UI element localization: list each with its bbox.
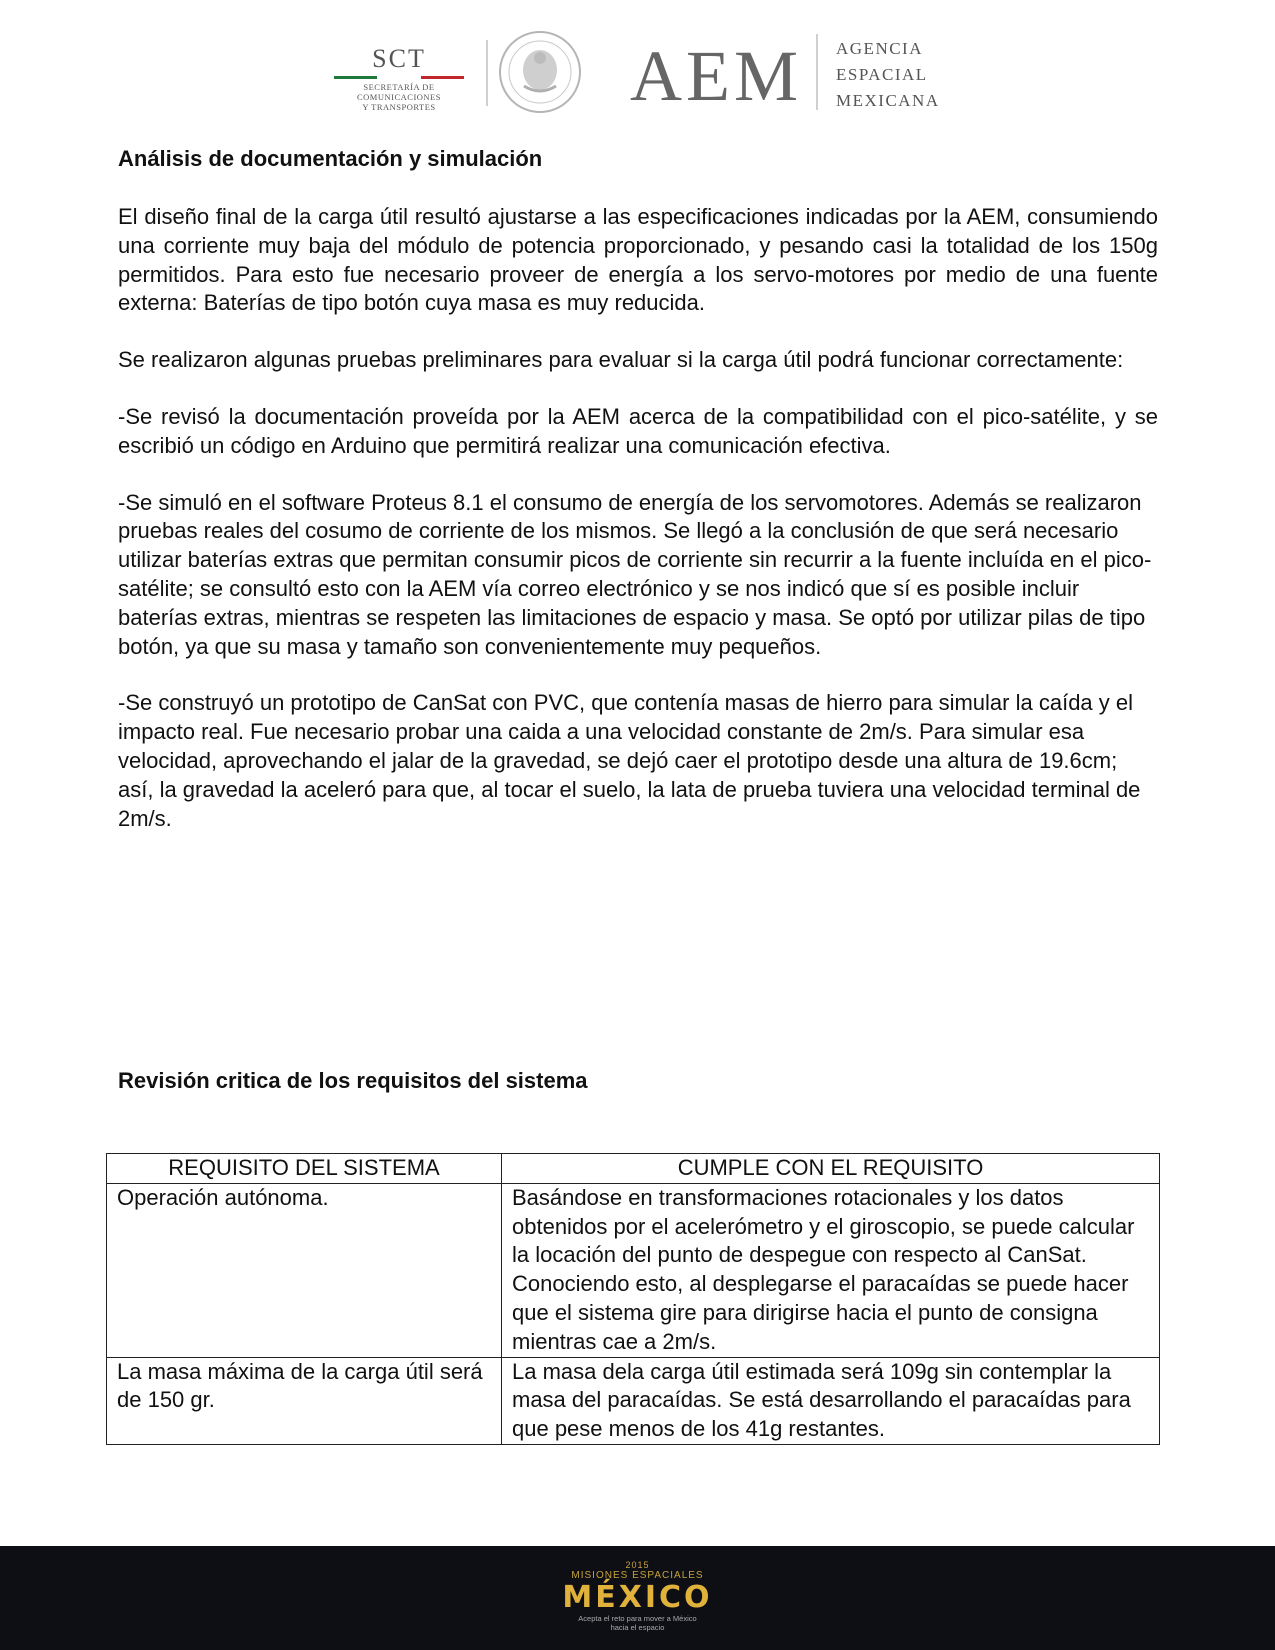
- sct-logo: [334, 46, 464, 112]
- aem-name-line-3: MEXICANA: [836, 91, 940, 110]
- table-header-requirement: REQUISITO DEL SISTEMA: [107, 1154, 502, 1184]
- table-cell-requirement: La masa máxima de la carga útil será de 150 gr.: [107, 1357, 502, 1444]
- sct-subtitle-3: Y TRANSPORTES: [362, 102, 436, 112]
- footer-line-1: MISIONES ESPACIALES: [571, 1570, 704, 1581]
- paragraph-2: Se realizaron algunas pruebas preliminares para evaluar si la carga útil podrá funcionar correctamente:: [118, 347, 1124, 373]
- page-header: [0, 28, 1275, 118]
- aem-logo: AEM: [630, 36, 802, 116]
- sct-logo-stripe: [334, 76, 464, 79]
- table-cell-compliance: La masa dela carga útil estimada será 109g sin contemplar la masa del paracaídas. Se está desarrollando el paracaídas para que pese menos de los 41g restantes.: [502, 1357, 1160, 1444]
- paragraph-1: El diseño final de la carga útil resultó ajustarse a las especificaciones indicadas por la AEM, consumiendo una corriente muy baja del módulo de potencia proporcionado, y pesando casi la totalidad de los 150g permitidos. Para esto fue necesario proveer de energía a los servo-motores por medio de una fuente externa: Baterías de tipo botón cuya masa es muy reducida.: [118, 204, 1158, 316]
- table-cell-requirement: Operación autónoma.: [107, 1183, 502, 1357]
- aem-divider: [816, 34, 818, 110]
- sct-logo-title: SCT: [372, 44, 426, 73]
- header-divider: [486, 40, 488, 106]
- table-row: [107, 1183, 1160, 1357]
- footer-tagline-1: Acepta el reto para mover a México: [578, 1614, 697, 1623]
- mexican-seal-icon: [498, 30, 582, 114]
- footer-line-2: MÉXICO: [562, 1580, 713, 1615]
- sct-subtitle-1: SECRETARÍA DE: [363, 82, 435, 92]
- main-content: [118, 145, 1158, 833]
- footer-tagline-2: hacia el espacio: [610, 1623, 665, 1632]
- aem-name-line-1: AGENCIA: [836, 39, 923, 58]
- paragraph-5: -Se construyó un prototipo de CanSat con PVC, que contenía masas de hierro para simular la caída y el impacto real. Fue necesario probar una caida a una velocidad constante de 2m/s. Para simular esa velocidad, aprovechando el jalar de la gravedad, se dejó caer el prototipo desde una altura de 19.6cm; así, la gravedad la aceleró para que, al tocar el suelo, la lata de prueba tuviera una velocidad terminal de 2m/s.: [118, 690, 1141, 831]
- table-header-row: [107, 1154, 1160, 1184]
- section-title-analysis: Análisis de documentación y simulación: [118, 146, 543, 171]
- table-cell-compliance: Basándose en transformaciones rotacionales y los datos obtenidos por el acelerómetro y el giroscopio, se puede calcular la locación del punto de despegue con respecto al CanSat. Conociendo esto, al desplegarse el paracaídas se puede hacer que el sistema gire para dirigirse hacia el punto de consigna mientras cae a 2m/s.: [502, 1183, 1160, 1357]
- aem-name: [836, 36, 940, 114]
- requirements-table: [106, 1153, 1160, 1445]
- section-title-requirements: Revisión critica de los requisitos del sistema: [118, 1068, 588, 1093]
- sct-subtitle-2: COMUNICACIONES: [357, 92, 441, 102]
- paragraph-4: -Se simuló en el software Proteus 8.1 el consumo de energía de los servomotores. Además se realizaron pruebas reales del cosumo de corriente de los mismos. Se llegó a la conclusión de que será necesario utilizar baterías extras que permitan consumir picos de corriente sin recurrir a la fuente incluída en el pico-satélite; se consultó esto con la AEM vía correo electrónico y se nos indicó que sí es posible incluir baterías extras, mientras se respeten las limitaciones de espacio y masa. Se optó por utilizar pilas de tipo botón, ya que su masa y tamaño son convenientemente muy pequeños.: [118, 489, 1152, 659]
- aem-name-line-2: ESPACIAL: [836, 65, 928, 84]
- page-footer: [0, 1546, 1275, 1650]
- table-row: [107, 1357, 1160, 1444]
- paragraph-3: -Se revisó la documentación proveída por la AEM acerca de la compatibilidad con el pico-satélite, y se escribió un código en Arduino que permitirá realizar una comunicación efectiva.: [118, 403, 1158, 458]
- table-header-compliance: CUMPLE CON EL REQUISITO: [502, 1154, 1160, 1184]
- misiones-espaciales-logo: [550, 1560, 725, 1632]
- footer-year: 2015: [625, 1560, 650, 1570]
